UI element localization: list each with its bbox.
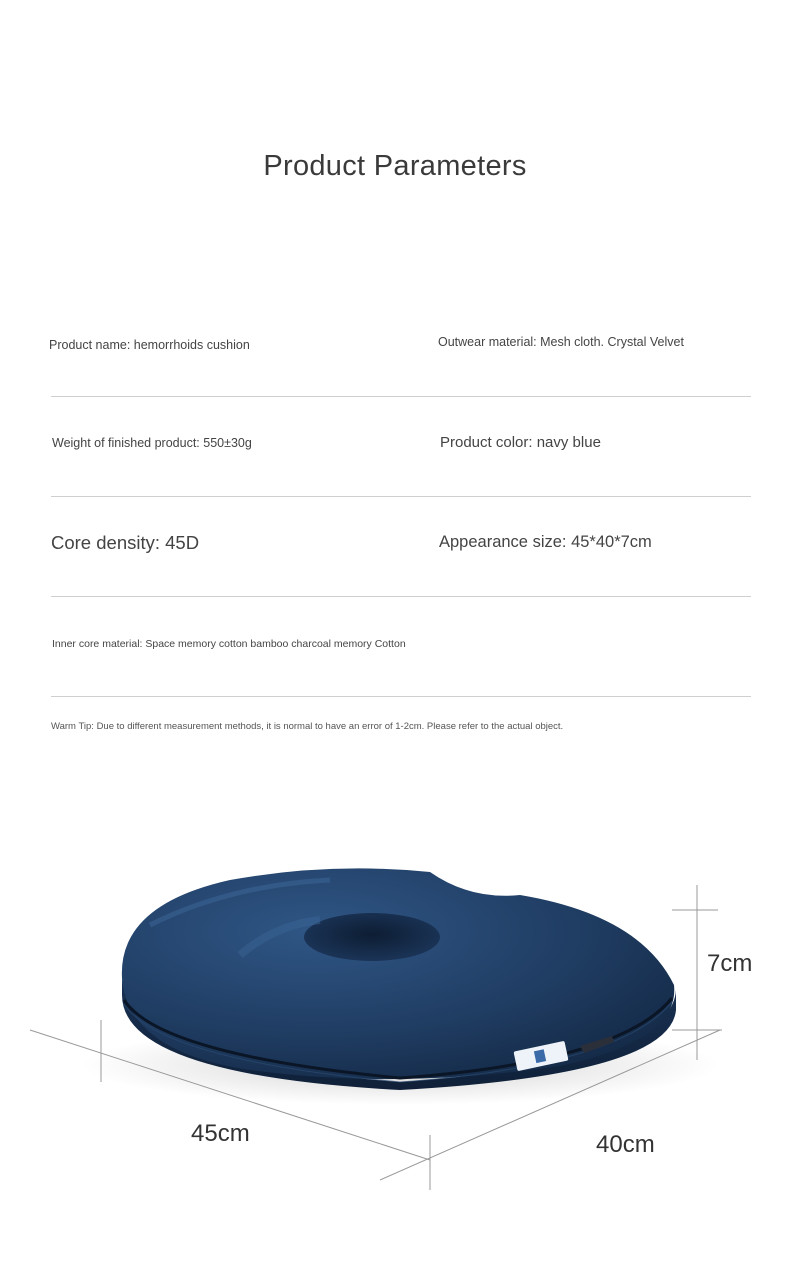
row-divider <box>51 696 751 697</box>
cushion-hole <box>304 913 440 961</box>
param-core-density: Core density: 45D <box>51 532 200 553</box>
row-divider <box>51 496 751 497</box>
param-inner-core: Inner core material: Space memory cotton bamboo charcoal memory Cotton <box>52 638 406 650</box>
row-divider <box>51 596 751 597</box>
page-title: Product Parameters <box>263 150 527 182</box>
height-label: 7cm <box>707 950 753 977</box>
width-label: 40cm <box>596 1131 655 1158</box>
param-appearance-size: Appearance size: 45*40*7cm <box>439 533 652 551</box>
row-divider <box>51 396 751 397</box>
param-weight: Weight of finished product: 550±30g <box>52 436 252 450</box>
length-label: 45cm <box>191 1120 250 1147</box>
param-color: Product color: navy blue <box>440 434 601 451</box>
cushion-illustration <box>0 800 790 1220</box>
param-outwear-material: Outwear material: Mesh cloth. Crystal Velvet <box>438 335 684 349</box>
warm-tip: Warm Tip: Due to different measurement methods, it is normal to have an error of 1-2cm. Please refer to the actual object. <box>51 721 564 732</box>
param-product-name: Product name: hemorrhoids cushion <box>49 338 250 352</box>
